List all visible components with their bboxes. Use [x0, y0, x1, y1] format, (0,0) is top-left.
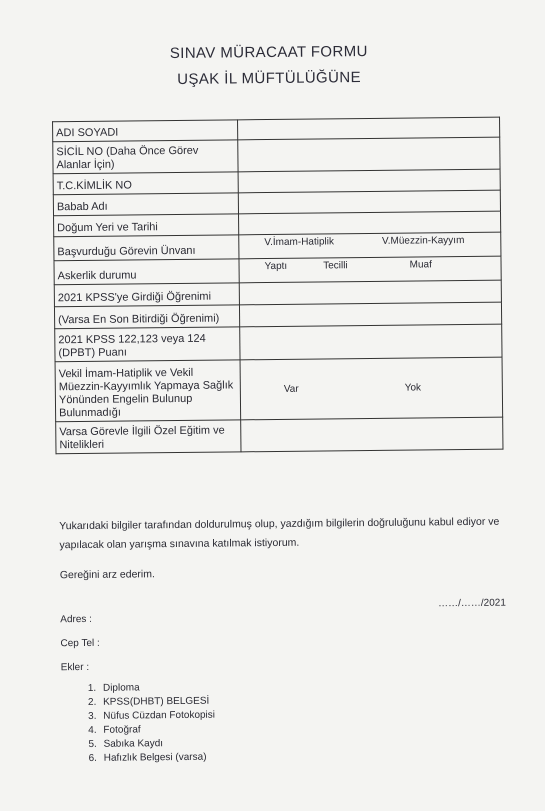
row-label: Başvurduğu Görevin Ünvanı: [54, 235, 239, 261]
row-label: T.C.KİMLİK NO: [53, 172, 238, 195]
father-name-field[interactable]: [238, 190, 500, 214]
request-text: Gereğini arz ederim.: [59, 568, 155, 582]
form-row-registry: [53, 137, 500, 174]
military-options: [239, 256, 501, 283]
row-label: Varsa Görevle İlgili Özel Eğitim ve Nitelikleri: [56, 420, 241, 454]
row-label: Vekil İmam-Hatiplik ve Vekil Müezzin-Kayyımlık Yapmaya Sağlık Yönünden Engelin Bulunup Bulunmadığı: [55, 360, 241, 422]
kpss-score-field[interactable]: [240, 324, 502, 360]
row-label: Askerlik durumu: [54, 259, 239, 285]
declaration-text: Yukarıdaki bilgiler tarafından doldurulmuş olup, yazdığım bilgilerin doğruluğunu kabul ediyor ve yapılacak olan yarışma sınavına katılmak istiyorum.: [59, 515, 500, 552]
training-field[interactable]: [241, 417, 503, 452]
date-field[interactable]: ……/……/2021: [438, 597, 506, 610]
list-item: 2. KPSS(DHBT) BELGESİ: [99, 695, 215, 710]
form-title: SINAV MÜRACAAT FORMU: [169, 42, 368, 63]
last-education-field[interactable]: [239, 302, 501, 327]
form-table: [52, 117, 503, 455]
phone-label: Cep Tel :: [60, 637, 100, 650]
list-item: 4. Fotoğraf: [99, 723, 215, 738]
list-item: 1. Diploma: [99, 681, 215, 696]
option-yok[interactable]: Yok: [404, 382, 422, 394]
form-row-health: [55, 357, 503, 422]
option-muezzin-kayyim[interactable]: V.Müezzin-Kayyım: [381, 234, 465, 247]
birth-place-date-field[interactable]: [239, 211, 501, 235]
option-muaf[interactable]: Muaf: [409, 259, 432, 271]
row-label: ADI SOYADI: [53, 120, 238, 142]
health-options: [240, 357, 503, 420]
list-item: 6. Hafızlık Belgesi (varsa): [100, 751, 216, 766]
form-addressee: UŞAK İL MÜFTÜLÜĞÜNE: [177, 69, 362, 88]
row-label: SİCİL NO (Daha Önce Görev Alanlar İçin): [53, 140, 238, 174]
name-field[interactable]: [238, 117, 500, 140]
position-options: [239, 232, 501, 259]
row-label: (Varsa En Son Bitirdiği Öğrenimi): [54, 305, 239, 329]
registry-number-field[interactable]: [238, 137, 500, 172]
option-imam-hatip[interactable]: V.İmam-Hatiplik: [264, 236, 335, 249]
tc-id-field[interactable]: [238, 169, 500, 193]
option-yapti[interactable]: Yaptı: [264, 260, 288, 273]
row-label: Babab Adı: [53, 193, 238, 216]
row-label: 2021 KPSS 122,123 veya 124 (DPBT) Puanı: [55, 327, 240, 362]
attachments-label: Ekler :: [60, 661, 90, 674]
row-label: Doğum Yeri ve Tarihi: [54, 214, 239, 237]
form-row-training: [56, 417, 503, 454]
address-label: Adres :: [60, 613, 92, 626]
row-label: 2021 KPSS'ye Girdiği Öğrenimi: [54, 283, 239, 307]
attachments-list: [63, 681, 216, 767]
option-tecilli[interactable]: Tecilli: [323, 260, 348, 272]
list-item: 5. Sabıka Kaydı: [99, 737, 215, 752]
form-row-kpss-score: [55, 324, 502, 362]
education-field[interactable]: [239, 280, 501, 305]
list-item: 3. Nüfus Cüzdan Fotokopisi: [99, 709, 215, 724]
option-var[interactable]: Var: [283, 383, 299, 395]
